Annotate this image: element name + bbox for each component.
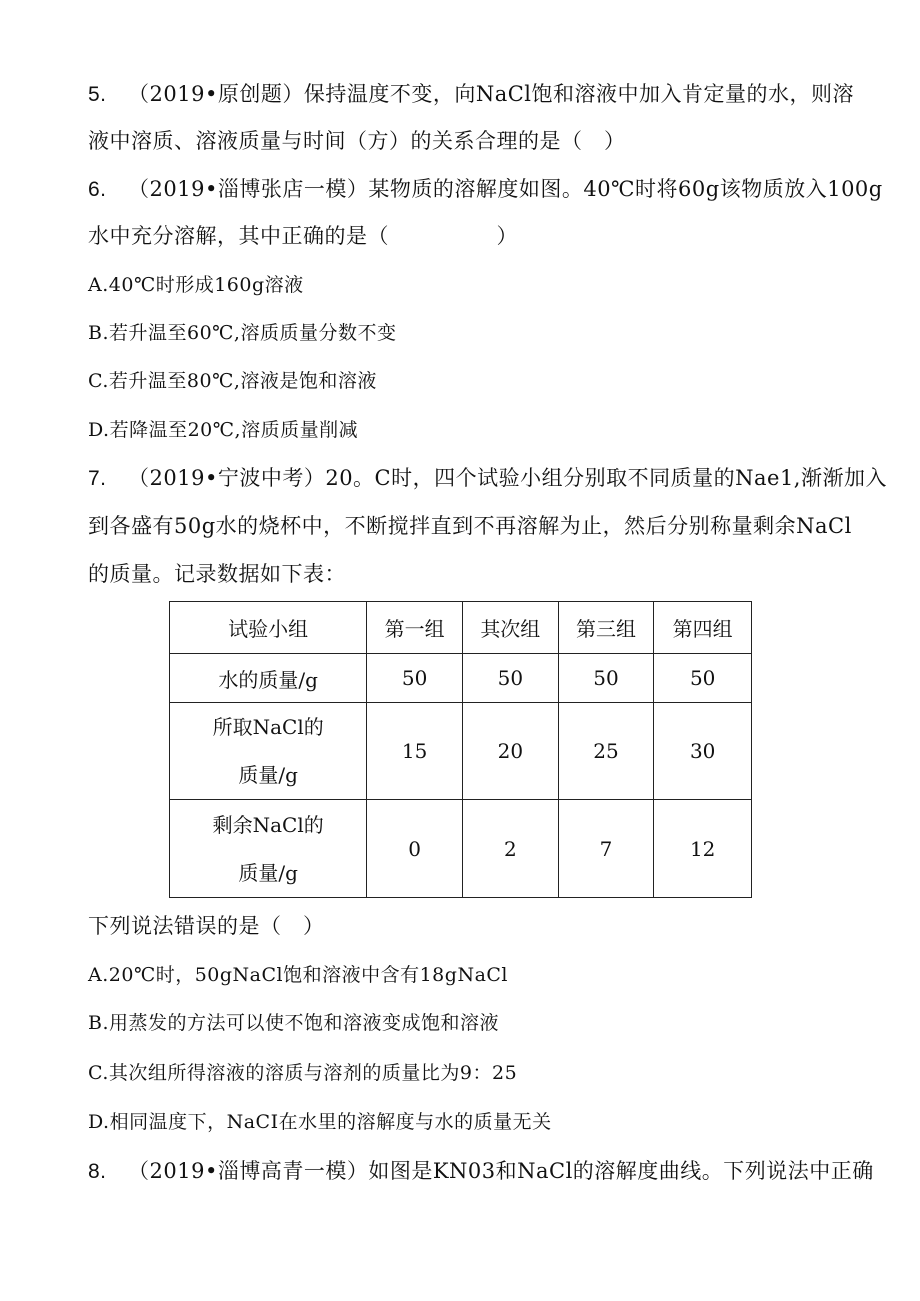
question-7-line-3: 的质量。记录数据如下表：: [88, 562, 346, 586]
question-7-line-2: 到各盛有50g水的烧杯中，不断搅拌直到不再溶解为止，然后分别称量剩余NaCl: [88, 514, 852, 538]
table-cell: 50: [367, 654, 463, 703]
table-row-label-line-1: 所取NaCl的: [212, 715, 324, 739]
table-row-label-line-2: 质量/g: [238, 763, 298, 787]
question-5-line-1: [88, 79, 854, 110]
table-row: [170, 654, 752, 703]
question-6-option-c: C.若升温至80℃,溶液是饱和溶液: [88, 370, 377, 392]
table-header-row: [170, 602, 752, 654]
table-cell: 15: [367, 703, 463, 800]
table-header-cell: 第四组: [654, 602, 752, 654]
question-7-option-d: D.相同温度下，NaCI在水里的溶解度与水的质量无关: [88, 1111, 552, 1133]
question-6-option-b: B.若升温至60℃,溶质质量分数不变: [88, 322, 397, 344]
table-header-cell: 第三组: [558, 602, 654, 654]
table-cell: 30: [654, 703, 752, 800]
question-6-line-1: [88, 174, 883, 205]
table-cell: 25: [558, 703, 654, 800]
question-6-line-2: 水中充分溶解，其中正确的是（ ）: [88, 224, 518, 248]
table-cell: 12: [654, 800, 752, 898]
question-6-text-1: （2019•淄博张店一模）某物质的溶解度如图。40℃时将60g该物质放入100g: [128, 177, 883, 201]
table-cell: 50: [558, 654, 654, 703]
question-6-number: 6.: [88, 178, 107, 201]
question-8-line-1: [88, 1156, 874, 1187]
question-5-line-2: 液中溶质、溶液质量与时间（方）的关系合理的是（ ）: [88, 129, 626, 153]
question-5-text-1: （2019•原创题）保持温度不变，向NaCl饱和溶液中加入肯定量的水，则溶: [128, 82, 855, 106]
question-7-prompt: 下列说法错误的是（ ）: [88, 914, 325, 938]
table-row-label: 水的质量/g: [170, 654, 367, 703]
question-7-number: 7.: [88, 467, 107, 490]
question-8-number: 8.: [88, 1160, 107, 1183]
question-6-option-a: A.40℃时形成160g溶液: [88, 274, 304, 296]
table-cell: 50: [654, 654, 752, 703]
table-row: [170, 703, 752, 800]
table-cell: 7: [558, 800, 654, 898]
question-7-option-b: B.用蒸发的方法可以使不饱和溶液变成饱和溶液: [88, 1012, 500, 1034]
table-header-cell: 其次组: [462, 602, 558, 654]
table-header-cell: 试验小组: [170, 602, 367, 654]
table-cell: 20: [462, 703, 558, 800]
nacl-data-table: [169, 601, 752, 898]
question-7-text-1: （2019•宁波中考）20。C时，四个试验小组分别取不同质量的Nae1,渐渐加入: [128, 466, 887, 490]
question-8-text-1: （2019•淄博高青一模）如图是KN03和NaCl的溶解度曲线。下列说法中正确: [128, 1159, 874, 1183]
table-cell: 50: [462, 654, 558, 703]
table-header-cell: 第一组: [367, 602, 463, 654]
table-row-label: [170, 703, 367, 800]
question-5-number: 5.: [88, 83, 107, 106]
question-7-option-a: A.20℃时，50gNaCl饱和溶液中含有18gNaCl: [88, 964, 509, 986]
table-row-label: [170, 800, 367, 898]
question-6-option-d: D.若降温至20℃,溶质质量削减: [88, 419, 359, 441]
table-cell: 2: [462, 800, 558, 898]
question-7-option-c: C.其次组所得溶液的溶质与溶剂的质量比为9：25: [88, 1062, 518, 1084]
table-row: [170, 800, 752, 898]
table-cell: 0: [367, 800, 463, 898]
table-row-label-line-1: 剩余NaCl的: [212, 812, 324, 837]
table-row-label-line-2: 质量/g: [238, 860, 298, 885]
question-7-line-1: [88, 463, 887, 494]
